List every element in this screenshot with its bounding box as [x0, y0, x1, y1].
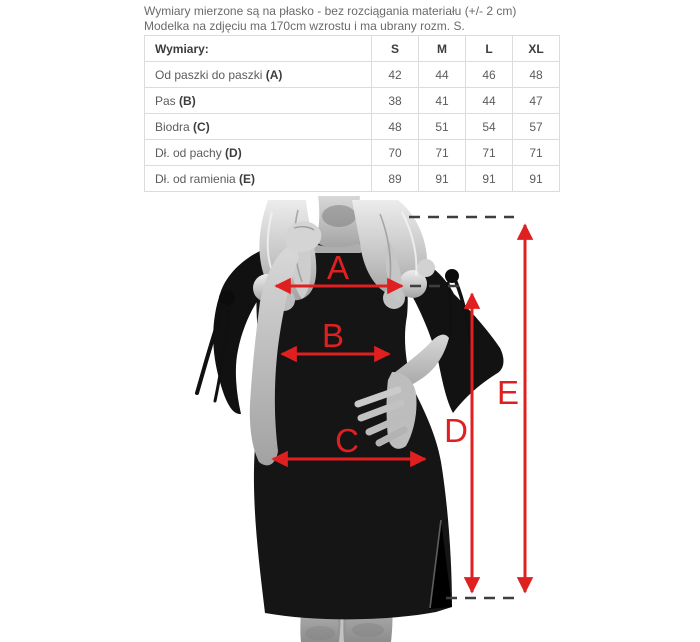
measure-label-c: C: [335, 422, 359, 459]
cell-value: 46: [466, 62, 513, 88]
size-col-m: M: [419, 36, 466, 62]
cell-value: 38: [372, 88, 419, 114]
row-label: Biodra (C): [145, 114, 372, 140]
cell-value: 48: [372, 114, 419, 140]
cell-value: 54: [466, 114, 513, 140]
row-label: Dł. od ramienia (E): [145, 166, 372, 192]
cell-value: 48: [513, 62, 560, 88]
size-col-s: S: [372, 36, 419, 62]
size-col-xl: XL: [513, 36, 560, 62]
cell-value: 44: [419, 62, 466, 88]
cell-value: 91: [466, 166, 513, 192]
cell-value: 89: [372, 166, 419, 192]
row-label: Dł. od pachy (D): [145, 140, 372, 166]
measurement-note-line1: Wymiary mierzone są na płasko - bez rozciągania materiału (+/- 2 cm): [144, 4, 517, 18]
size-table-title: Wymiary:: [145, 36, 372, 62]
cell-value: 91: [513, 166, 560, 192]
measure-label-e: E: [496, 374, 519, 411]
cell-value: 51: [419, 114, 466, 140]
cell-value: 57: [513, 114, 560, 140]
cell-value: 70: [372, 140, 419, 166]
row-label: Od paszki do paszki (A): [145, 62, 372, 88]
cell-value: 47: [513, 88, 560, 114]
cell-value: 44: [466, 88, 513, 114]
measure-label-a: A: [326, 249, 350, 286]
row-label: Pas (B): [145, 88, 372, 114]
measure-label-b: B: [321, 317, 345, 354]
cell-value: 91: [419, 166, 466, 192]
cell-value: 42: [372, 62, 419, 88]
measure-label-d: D: [444, 412, 468, 449]
cell-value: 71: [419, 140, 466, 166]
measurement-note-line2: Modelka na zdjęciu ma 170cm wzrostu i ma ubrany rozm. S.: [144, 18, 465, 33]
size-col-l: L: [466, 36, 513, 62]
cell-value: 71: [513, 140, 560, 166]
cell-value: 41: [419, 88, 466, 114]
cell-value: 71: [466, 140, 513, 166]
